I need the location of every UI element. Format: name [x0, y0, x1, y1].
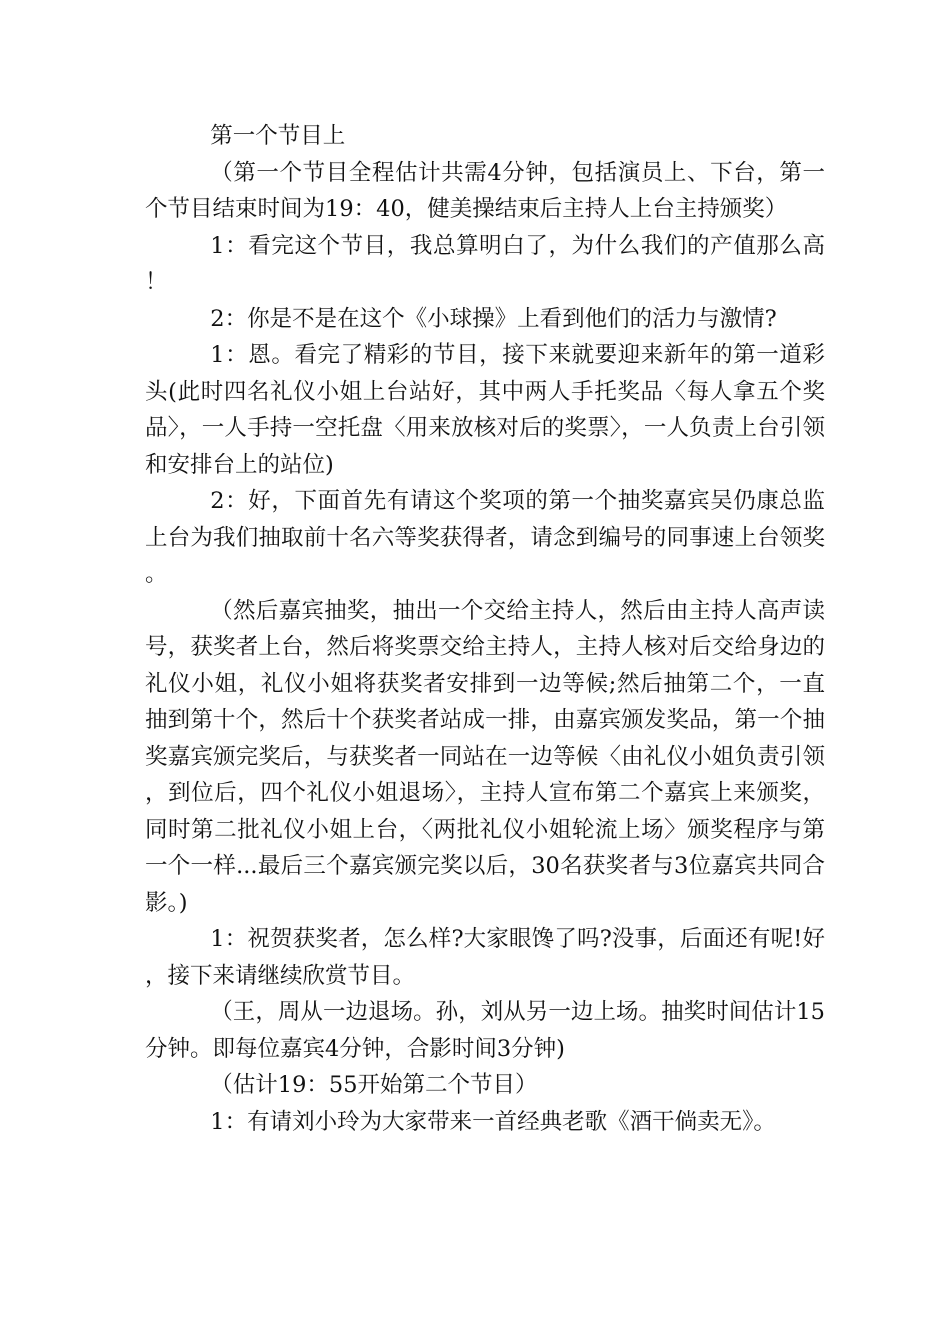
paragraph-stage-note: （王，周从一边退场。孙，刘从另一边上场。抽奖时间估计15分钟。即每位嘉宾4分钟，合影时间3分钟) — [145, 999, 825, 1062]
paragraph-stage-note: （然后嘉宾抽奖，抽出一个交给主持人，然后由主持人高声读号，获奖者上台，然后将奖票交给主持人，主持人核对后交给身边的礼仪小姐，礼仪小姐将获奖者安排到一边等候;然后抽第二个，一直抽到第十个，然后十个获奖者站成一排，由嘉宾颁发奖品，第一个抽奖嘉宾颁完奖后，与获奖者一同站在一边等候〈由礼仪小姐负责引领，到位后，四个礼仪小姐退场〉，主持人宣布第二个嘉宾上来颁奖，同时第二批礼仪小姐上台，〈两批礼仪小姐轮流上场〉颁奖程序与第一个一样...最后三个嘉宾颁完奖以后，30名获奖者与3位嘉宾共同合影。) — [145, 597, 825, 916]
paragraph-host1-line: 1：祝贺获奖者，怎么样?大家眼馋了吗?没事，后面还有呢!好，接下来请继续欣赏节目。 — [145, 926, 825, 989]
paragraph-stage-note: （第一个节目全程估计共需4分钟，包括演员上、下台，第一个节目结束时间为19：40，健美操结束后主持人上台主持颁奖） — [145, 159, 825, 222]
paragraph-stage-note: （估计19：55开始第二个节目） — [210, 1072, 538, 1098]
paragraph-host2-line: 2：你是不是在这个《小球操》上看到他们的活力与激情? — [210, 305, 777, 332]
document-body — [145, 118, 825, 1140]
paragraph-host2-line: 2：好，下面首先有请这个奖项的第一个抽奖嘉宾吴仍康总监上台为我们抽取前十名六等奖获得者，请念到编号的同事速上台领奖。 — [145, 488, 825, 587]
paragraph-host1-line: 1：有请刘小玲为大家带来一首经典老歌《酒干倘卖无》。 — [210, 1108, 776, 1135]
paragraph-host1-line: 1：看完这个节目，我总算明白了，为什么我们的产值那么高！ — [145, 232, 825, 295]
paragraph-host1-line: 1：恩。看完了精彩的节目，接下来就要迎来新年的第一道彩头(此时四名礼仪小姐上台站好，其中两人手托奖品〈每人拿五个奖品〉，一人手持一空托盘〈用来放核对后的奖票〉，一人负责上台引领和安排台上的站位) — [145, 342, 825, 478]
paragraph-section-title: 第一个节目上 — [210, 123, 346, 149]
